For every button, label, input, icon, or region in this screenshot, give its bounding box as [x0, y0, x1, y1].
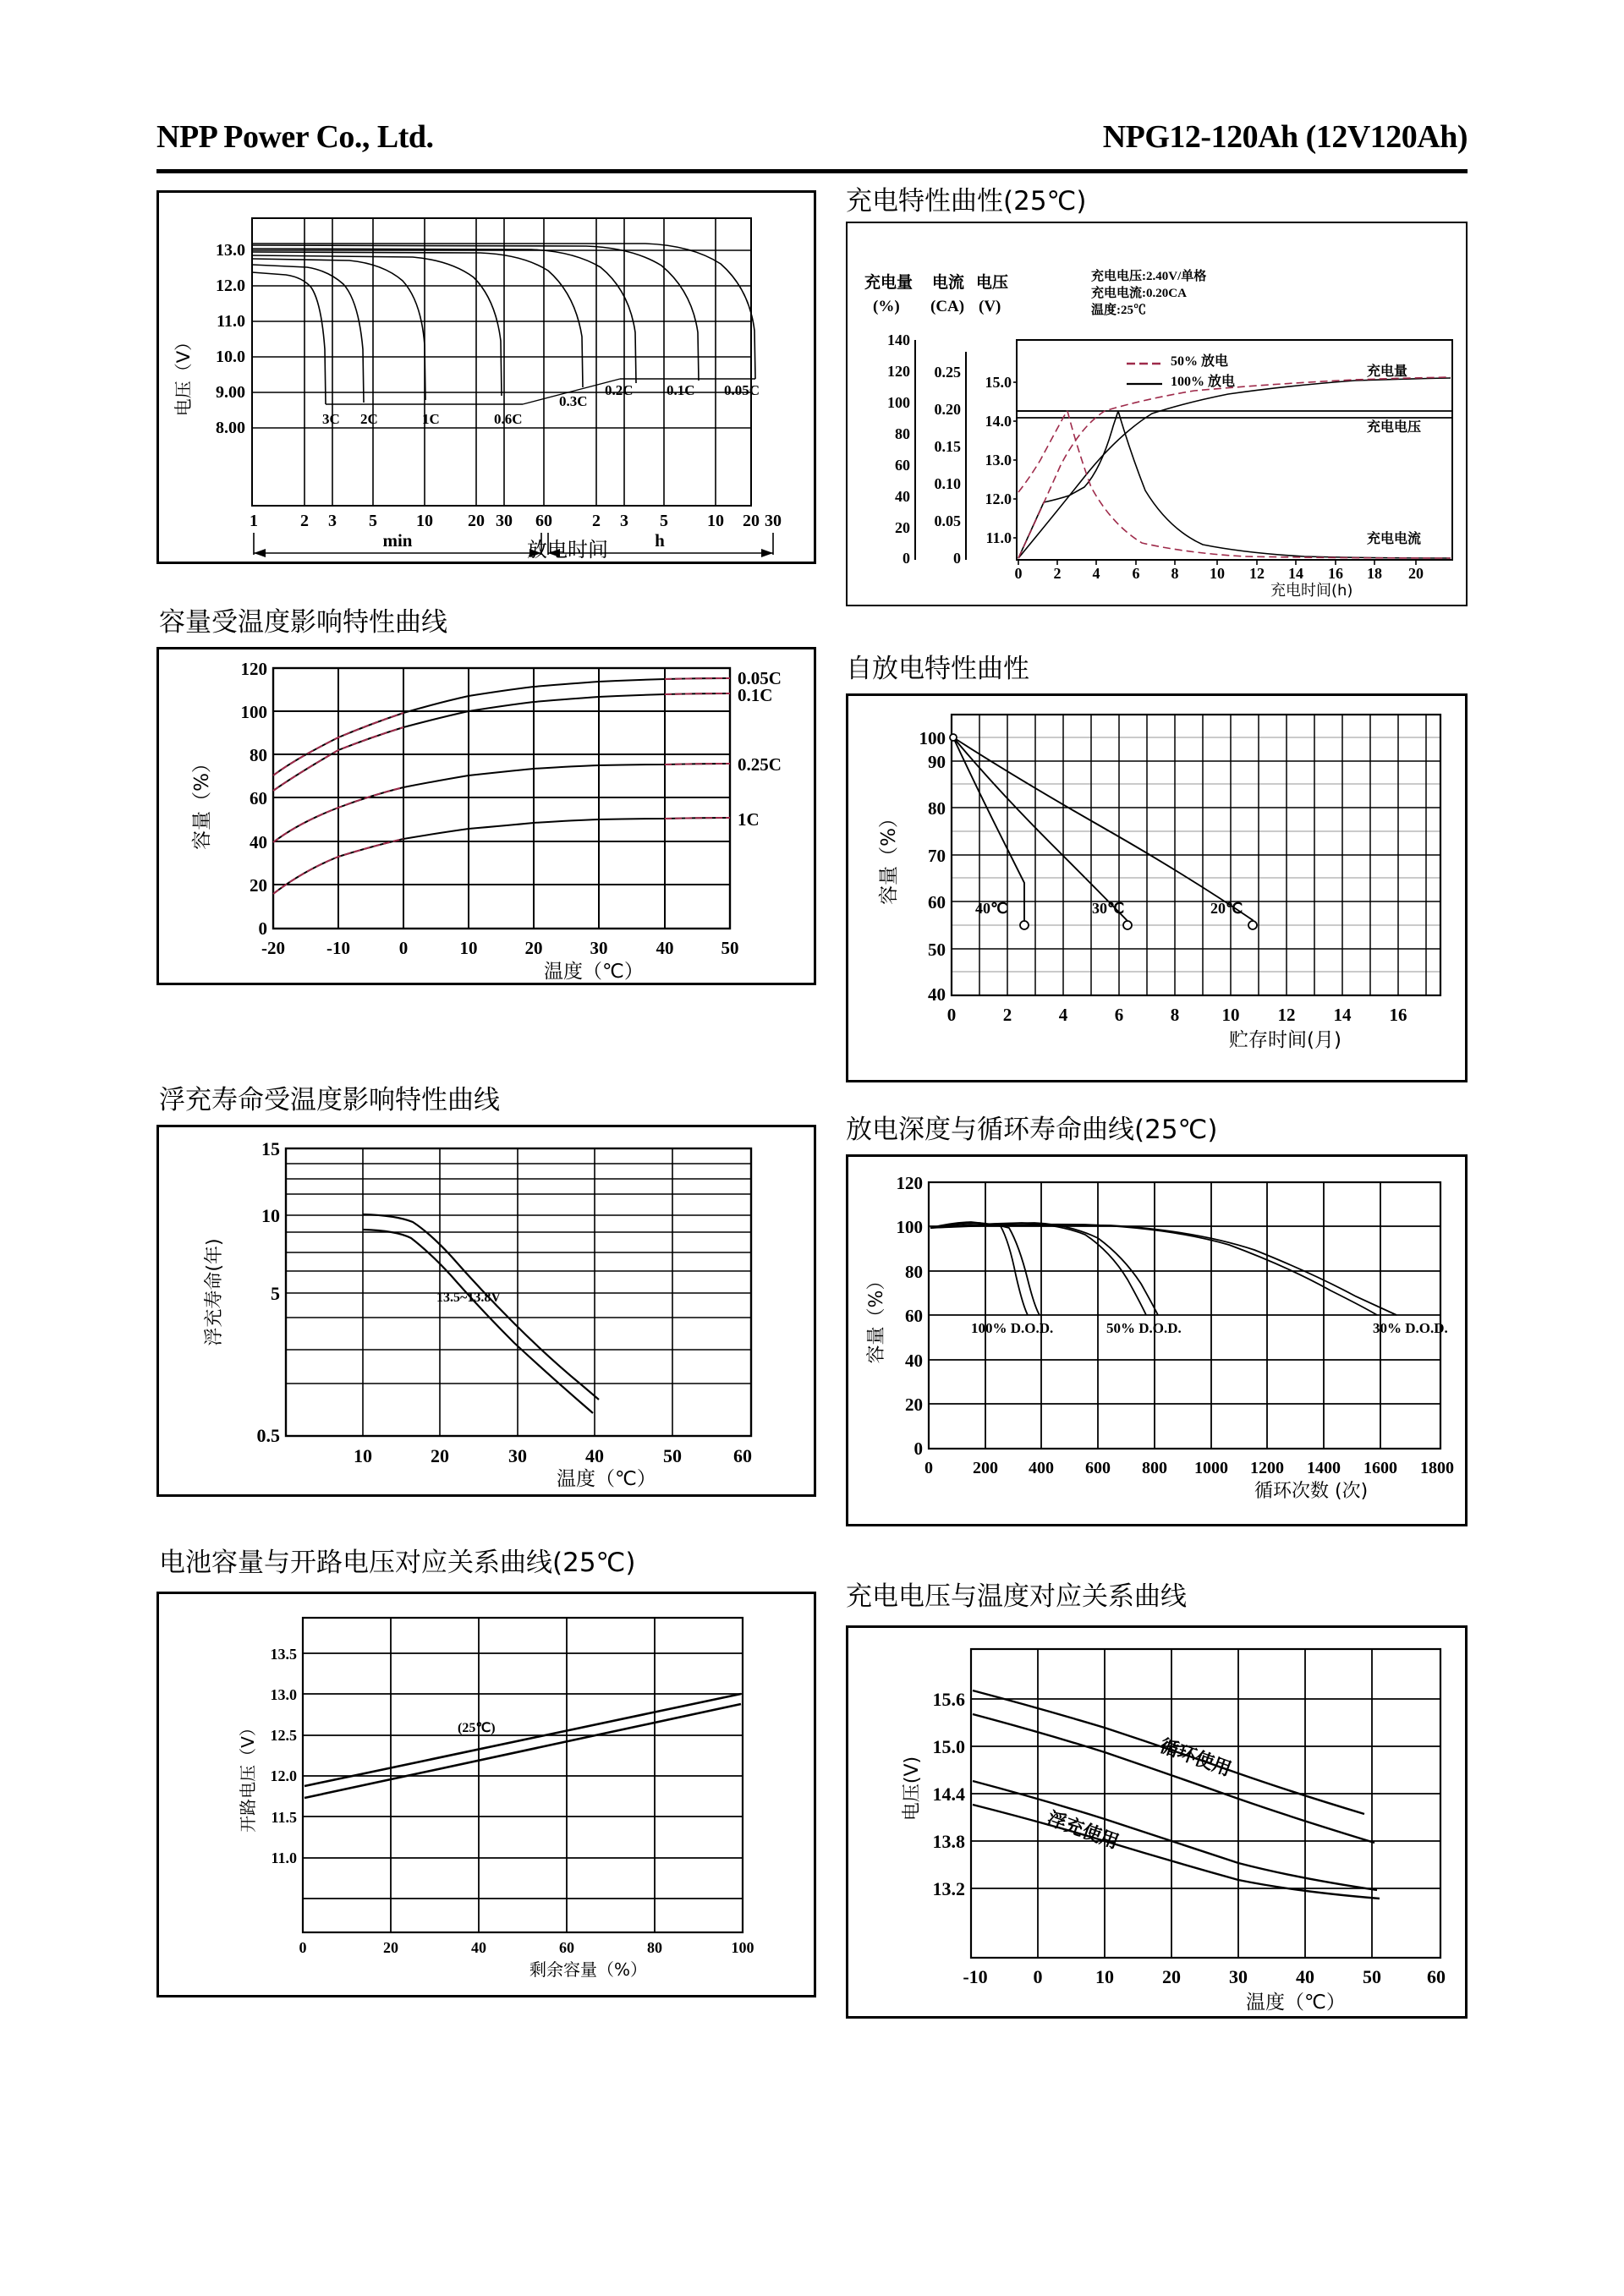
svg-text:4: 4 — [1058, 1005, 1068, 1025]
svg-text:40: 40 — [905, 1351, 923, 1371]
discharge-plot — [159, 193, 814, 562]
svg-text:11.5: 11.5 — [271, 1809, 297, 1826]
float-life-panel — [156, 1125, 816, 1497]
charge-curve-label-voltage: 充电电压 — [1367, 420, 1422, 435]
svg-text:12.0: 12.0 — [985, 490, 1012, 507]
svg-text:0: 0 — [1033, 1966, 1043, 1987]
svg-text:-10: -10 — [963, 1966, 988, 1987]
svg-text:0: 0 — [1014, 565, 1023, 582]
svg-text:0: 0 — [946, 1005, 957, 1025]
rate-label-005c: 0.05C — [724, 382, 760, 398]
self-discharge-x-axis-title: 贮存时间(月) — [1229, 1029, 1341, 1051]
self-discharge-plot — [848, 696, 1465, 1080]
svg-text:80: 80 — [250, 745, 267, 765]
capacity-temp-panel — [156, 647, 816, 985]
svg-text:60: 60 — [559, 1939, 574, 1956]
svg-text:0.10: 0.10 — [934, 475, 961, 492]
svg-text:0: 0 — [398, 938, 409, 958]
svg-text:10.0: 10.0 — [216, 348, 245, 366]
svg-text:100: 100 — [896, 1217, 923, 1237]
svg-text:13.8: 13.8 — [932, 1831, 965, 1852]
charge-axis-unit-capacity: (%) — [873, 298, 900, 315]
charge-volt-temp-plot — [848, 1628, 1465, 2016]
svg-text:50: 50 — [1363, 1966, 1381, 1987]
cap-temp-label-025c: 0.25C — [738, 754, 782, 775]
svg-text:20: 20 — [905, 1395, 923, 1415]
svg-text:15.0: 15.0 — [985, 374, 1012, 391]
svg-text:12.5: 12.5 — [270, 1727, 297, 1744]
svg-text:14.0: 14.0 — [985, 413, 1012, 430]
svg-text:5: 5 — [369, 512, 377, 530]
rate-label-01c: 0.1C — [667, 382, 695, 398]
svg-text:电压(V): 电压(V) — [902, 1756, 923, 1822]
svg-text:40: 40 — [471, 1939, 486, 1956]
svg-text:1600: 1600 — [1363, 1459, 1397, 1477]
dod-cycle-caption: 放电深度与循环寿命曲线(25℃) — [846, 1115, 1218, 1145]
charge-chart-panel — [846, 222, 1468, 606]
float-use-label: 浮充使用 — [1044, 1808, 1122, 1854]
discharge-x-axis-title: 放电时间 — [527, 538, 608, 562]
rate-label-03c: 0.3C — [559, 393, 588, 409]
svg-text:3: 3 — [620, 512, 628, 530]
svg-text:容量（%）: 容量（%） — [866, 1271, 887, 1364]
svg-text:100: 100 — [731, 1939, 754, 1956]
charge-volt-temp-caption: 充电电压与温度对应关系曲线 — [846, 1581, 1187, 1612]
svg-text:14: 14 — [1333, 1005, 1352, 1025]
svg-text:0.20: 0.20 — [934, 401, 961, 418]
ocv-capacity-plot — [159, 1594, 814, 1995]
svg-text:8: 8 — [1171, 565, 1179, 582]
svg-text:40: 40 — [928, 984, 946, 1005]
svg-text:10: 10 — [261, 1205, 280, 1226]
svg-text:10: 10 — [1210, 565, 1225, 582]
svg-text:0: 0 — [924, 1459, 933, 1477]
svg-text:15.0: 15.0 — [932, 1736, 965, 1757]
cycle-use-label: 循环使用 — [1156, 1735, 1234, 1781]
model-name: NPG12-120Ah (12V120Ah) — [1102, 119, 1468, 155]
dod-cycle-panel — [846, 1154, 1468, 1526]
svg-text:10: 10 — [354, 1445, 372, 1466]
svg-text:容量（%）: 容量（%） — [191, 753, 213, 850]
capacity-temp-plot — [159, 649, 814, 983]
svg-text:30: 30 — [496, 512, 513, 530]
float-life-plot — [159, 1127, 814, 1494]
self-discharge-panel — [846, 693, 1468, 1082]
svg-text:20: 20 — [895, 519, 910, 536]
svg-text:20: 20 — [1162, 1966, 1181, 1987]
svg-text:min: min — [382, 530, 413, 551]
ocv-capacity-x-axis-title: 剩余容量（%） — [529, 1959, 648, 1980]
discharge-chart-panel — [156, 190, 816, 564]
company-name: NPP Power Co., Ltd. — [156, 119, 434, 155]
svg-text:浮充寿命(年): 浮充寿命(年) — [204, 1238, 225, 1346]
svg-text:10: 10 — [459, 938, 478, 958]
svg-text:20: 20 — [468, 512, 485, 530]
svg-text:120: 120 — [240, 659, 267, 679]
svg-text:10: 10 — [1221, 1005, 1240, 1025]
svg-text:1200: 1200 — [1250, 1459, 1284, 1477]
rate-label-3c: 3C — [322, 411, 340, 427]
svg-text:60: 60 — [928, 892, 946, 912]
svg-text:0: 0 — [903, 550, 910, 567]
svg-text:90: 90 — [928, 752, 946, 772]
svg-text:11.0: 11.0 — [271, 1849, 297, 1866]
charge-condition-temp: 温度:25℃ — [1091, 304, 1146, 317]
svg-text:20: 20 — [383, 1939, 398, 1956]
svg-text:h: h — [655, 530, 665, 551]
svg-text:120: 120 — [887, 363, 910, 380]
svg-text:12: 12 — [1277, 1005, 1296, 1025]
svg-text:0: 0 — [299, 1939, 307, 1956]
charge-axis-head-current: 电流 — [932, 274, 965, 292]
svg-text:12.0: 12.0 — [216, 277, 245, 295]
svg-text:140: 140 — [887, 332, 910, 348]
svg-text:40: 40 — [1296, 1966, 1314, 1987]
svg-text:800: 800 — [1142, 1459, 1167, 1477]
svg-text:80: 80 — [647, 1939, 662, 1956]
svg-text:1000: 1000 — [1194, 1459, 1228, 1477]
charge-axis-unit-voltage: (V) — [979, 298, 1001, 315]
cap-temp-label-005c: 0.05C — [738, 668, 782, 688]
svg-text:12: 12 — [1249, 565, 1265, 582]
svg-text:9.00: 9.00 — [216, 383, 245, 402]
dod-label-30: 30% D.O.D. — [1373, 1320, 1448, 1336]
svg-text:2: 2 — [1053, 565, 1062, 582]
svg-text:12.0: 12.0 — [270, 1767, 297, 1784]
self-discharge-label-40c: 40℃ — [975, 900, 1008, 917]
svg-text:1800: 1800 — [1420, 1459, 1454, 1477]
svg-text:20: 20 — [524, 938, 543, 958]
charge-curve-label-amount: 充电量 — [1367, 364, 1408, 379]
svg-text:14: 14 — [1288, 565, 1303, 582]
charge-chart-caption: 充电特性曲性(25℃) — [846, 186, 1087, 216]
svg-text:50: 50 — [721, 938, 739, 958]
ocv-capacity-panel — [156, 1592, 816, 1997]
svg-text:80: 80 — [928, 798, 946, 819]
charge-condition-voltage: 充电电压:2.40V/单格 — [1091, 270, 1207, 283]
capacity-temp-caption: 容量受温度影响特性曲线 — [159, 607, 447, 638]
self-discharge-caption: 自放电特性曲性 — [846, 654, 1029, 684]
svg-text:4: 4 — [1092, 565, 1100, 582]
svg-text:2: 2 — [592, 512, 601, 530]
svg-text:14.4: 14.4 — [932, 1784, 965, 1805]
svg-text:100: 100 — [919, 728, 946, 748]
svg-text:30: 30 — [590, 938, 608, 958]
svg-text:-20: -20 — [261, 938, 285, 958]
svg-text:60: 60 — [250, 788, 267, 808]
svg-text:100: 100 — [240, 702, 267, 722]
svg-text:40: 40 — [895, 488, 910, 505]
charge-axis-head-capacity: 充电量 — [864, 274, 914, 292]
charge-curve-label-current: 充电电流 — [1367, 532, 1422, 546]
svg-text:13.0: 13.0 — [985, 452, 1012, 469]
svg-text:11.0: 11.0 — [985, 529, 1012, 546]
cap-temp-x-axis-title: 温度（℃） — [544, 961, 644, 983]
svg-text:开路电压（V）: 开路电压（V） — [238, 1719, 258, 1833]
charge-legend-50: 50% 放电 — [1171, 354, 1229, 369]
charge-volt-temp-x-axis-title: 温度（℃） — [1246, 1992, 1346, 2014]
svg-text:0.05: 0.05 — [934, 512, 961, 529]
svg-text:30: 30 — [508, 1445, 527, 1466]
svg-text:70: 70 — [928, 846, 946, 866]
svg-text:20: 20 — [431, 1445, 449, 1466]
svg-text:0: 0 — [953, 550, 961, 567]
header-rule — [156, 169, 1468, 173]
svg-text:20: 20 — [743, 512, 760, 530]
svg-text:18: 18 — [1367, 565, 1382, 582]
svg-text:10: 10 — [707, 512, 724, 530]
svg-text:16: 16 — [1389, 1005, 1407, 1025]
charge-axis-unit-current: (CA) — [930, 298, 965, 315]
svg-text:100: 100 — [887, 394, 910, 411]
svg-text:13.2: 13.2 — [932, 1878, 965, 1899]
rate-label-1c: 1C — [422, 411, 440, 427]
svg-text:16: 16 — [1328, 565, 1343, 582]
float-life-voltage-annotation: 13.5~13.8V — [436, 1290, 501, 1305]
svg-text:60: 60 — [905, 1306, 923, 1326]
svg-text:5: 5 — [271, 1283, 280, 1304]
svg-text:80: 80 — [905, 1262, 923, 1282]
svg-text:13.0: 13.0 — [216, 241, 245, 260]
svg-text:40: 40 — [585, 1445, 604, 1466]
svg-text:15.6: 15.6 — [932, 1689, 965, 1710]
svg-text:20: 20 — [250, 875, 267, 896]
float-life-caption: 浮充寿命受温度影响特性曲线 — [159, 1085, 500, 1115]
svg-text:10: 10 — [416, 512, 433, 530]
page-header — [156, 118, 1468, 169]
svg-text:10: 10 — [1095, 1966, 1114, 1987]
svg-text:3: 3 — [328, 512, 337, 530]
svg-text:600: 600 — [1085, 1459, 1111, 1477]
svg-text:60: 60 — [733, 1445, 752, 1466]
dod-cycle-plot — [848, 1157, 1465, 1524]
svg-text:电压（V）: 电压（V） — [173, 332, 194, 417]
svg-text:2: 2 — [300, 512, 309, 530]
svg-text:0.5: 0.5 — [256, 1425, 280, 1446]
charge-condition-current: 充电电流:0.20CA — [1091, 287, 1187, 300]
dod-cycle-x-axis-title: 循环次数 (次) — [1254, 1481, 1369, 1502]
svg-text:13.0: 13.0 — [270, 1686, 297, 1703]
svg-text:50: 50 — [928, 940, 946, 960]
svg-text:60: 60 — [1427, 1966, 1446, 1987]
svg-text:40: 40 — [656, 938, 674, 958]
svg-text:2: 2 — [1002, 1005, 1012, 1025]
svg-text:400: 400 — [1029, 1459, 1054, 1477]
self-discharge-label-30c: 30℃ — [1092, 900, 1125, 917]
charge-legend-100: 100% 放电 — [1171, 375, 1236, 389]
svg-text:8: 8 — [1170, 1005, 1180, 1025]
svg-text:1: 1 — [250, 512, 258, 530]
dod-label-50: 50% D.O.D. — [1106, 1320, 1182, 1336]
rate-label-2c: 2C — [360, 411, 378, 427]
rate-label-02c: 0.2C — [605, 382, 634, 398]
svg-text:200: 200 — [973, 1459, 998, 1477]
self-discharge-label-20c: 20℃ — [1210, 900, 1243, 917]
svg-text:120: 120 — [896, 1173, 923, 1193]
svg-text:0: 0 — [258, 918, 267, 939]
svg-text:30: 30 — [765, 512, 782, 530]
svg-text:-10: -10 — [326, 938, 350, 958]
svg-text:50: 50 — [663, 1445, 682, 1466]
dod-label-100: 100% D.O.D. — [971, 1320, 1054, 1336]
svg-text:30: 30 — [1229, 1966, 1248, 1987]
svg-text:80: 80 — [895, 425, 910, 442]
svg-text:60: 60 — [895, 457, 910, 474]
svg-text:40: 40 — [250, 832, 267, 852]
svg-text:15: 15 — [261, 1138, 280, 1159]
svg-text:0.15: 0.15 — [934, 438, 961, 455]
svg-text:1400: 1400 — [1307, 1459, 1341, 1477]
cap-temp-label-01c: 0.1C — [738, 685, 773, 705]
svg-text:6: 6 — [1132, 565, 1140, 582]
svg-text:5: 5 — [660, 512, 668, 530]
charge-x-axis-title: 充电时间(h) — [1270, 582, 1353, 600]
cap-temp-label-1c: 1C — [738, 809, 760, 830]
svg-text:8.00: 8.00 — [216, 419, 245, 437]
svg-text:20: 20 — [1408, 565, 1424, 582]
ocv-capacity-caption: 电池容量与开路电压对应关系曲线(25℃) — [159, 1548, 636, 1578]
float-life-x-axis-title: 温度（℃） — [557, 1468, 656, 1490]
ocv-temp-annotation: (25℃) — [458, 1721, 496, 1735]
svg-text:6: 6 — [1114, 1005, 1124, 1025]
svg-text:0.25: 0.25 — [934, 364, 961, 381]
charge-axis-head-voltage: 电压 — [976, 274, 1009, 292]
rate-label-06c: 0.6C — [494, 411, 523, 427]
svg-text:60: 60 — [535, 512, 552, 530]
svg-text:13.5: 13.5 — [270, 1646, 297, 1663]
charge-volt-temp-panel — [846, 1625, 1468, 2019]
svg-text:11.0: 11.0 — [217, 312, 245, 331]
svg-text:容量（%）: 容量（%） — [878, 808, 900, 905]
svg-text:0: 0 — [914, 1438, 923, 1459]
